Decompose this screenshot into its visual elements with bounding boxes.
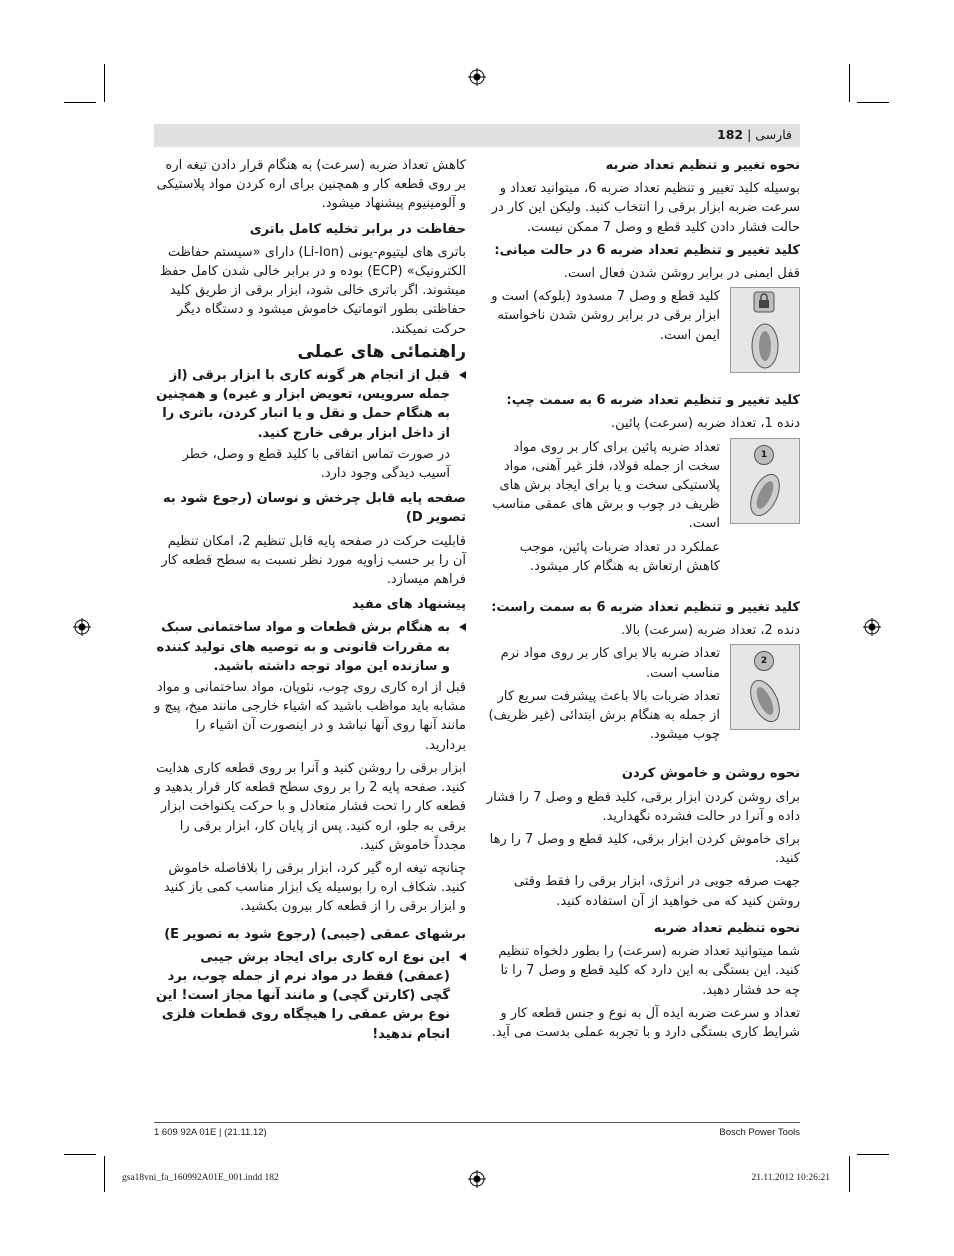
registration-mark-icon <box>468 68 486 86</box>
crop-mark <box>849 64 850 102</box>
bullet-text: قبل از انجام هر گونه کاری با ابزار برقی (از جمله سرویس، تعویض ابزار و غیره) و همچنین به هنگام حمل و نقل و یا انبار کردن، باتری را از داخل ابزار برقی خارج کنید. <box>156 368 450 441</box>
figure-text <box>486 644 720 748</box>
speed-badge: 1 <box>754 445 774 465</box>
paragraph: تعداد و سرعت ضربه ایده آل به نوع و جنس قطعه کار و شرایط کاری بستگی دارد و با تجربه عملی بدست می آید. <box>491 1005 800 1040</box>
figure-row <box>486 438 800 580</box>
slug-filename: gsa18vni_fa_160992A01E_001.indd 182 <box>122 1173 279 1183</box>
paragraph: تعداد ضربه پائین برای کار بر روی مواد سخت از جمله فولاد، فلز غیر آهنی، مواد پلاستیکی سخت و یا برای ایجاد برش های ظریف در چوب و برش های عمقی مناسب است. <box>492 439 720 532</box>
warning-bullet <box>154 948 466 1044</box>
crop-mark <box>64 102 96 103</box>
footer-doc-number: 1 609 92A 01E | (21.11.12) <box>154 1127 267 1138</box>
page-header <box>154 124 800 147</box>
speed-badge: 2 <box>754 651 774 671</box>
paragraph: قبل از اره کاری روی چوب، نئوپان، مواد ساختمانی و مواد مشابه باید مواظب باشید که اشیاء خارجی مانند میخ، پیچ و مانند آنها روی آنها نباشد و در اینصورت آن اشیاء را بردارید. <box>154 680 466 753</box>
registration-mark-icon <box>73 618 91 636</box>
paragraph: کاهش تعداد ضربه (سرعت) به هنگام قرار دادن تیغه اره بر روی قطعه کار و همچنین برای اره کردن مواد پلاستیکی و آلومینیوم پیشنهاد میشود. <box>156 158 466 212</box>
paragraph: تعداد ضربه بالا برای کار بر روی مواد نرم مناسب است. <box>500 646 720 681</box>
warning-bullet <box>154 618 466 676</box>
paragraph: بوسیله کلید تغییر و تنظیم تعداد ضربه 6، میتوانید تعداد و سرعت ضربه ابزار برقی را انتخاب کنید. ولیکن این کار در حالت فشار دادن کلید قطع و وصل 7 ممکن نیست. <box>491 181 800 235</box>
crop-mark <box>104 1156 105 1192</box>
paragraph: تعداد ضربات بالا باعث پیشرفت سریع کار از جمله به هنگام برش ابتدائی (غیر ظریف) چوب میشود. <box>488 688 720 743</box>
section-title: حفاظت در برابر تخلیه کامل باتری <box>249 221 466 237</box>
lock-icon <box>731 288 799 372</box>
registration-mark-icon <box>468 1170 486 1188</box>
left-column <box>154 156 466 1046</box>
registration-mark-icon <box>863 618 881 636</box>
figure-row <box>486 287 800 373</box>
page-number: 182 <box>717 127 744 142</box>
speed-1-figure <box>730 438 800 524</box>
bullet-text: به هنگام برش قطعات و مواد ساختمانی سبک به مقررات قانونی و به توصیه های تولید کننده و سازنده این مواد توجه داشته باشید. <box>156 620 450 674</box>
bullet-arrow-icon <box>459 371 466 379</box>
paragraph: باتری های لیتیوم-یونی (Li-Ion) دارای «سیستم حفاظت الکترونیک» (ECP) بوده و در برابر خالی شدن کامل حفظ میشوند. اگر باتری خالی شود، ابزار برقی از طریق کلید حفاظتی بطور اتوماتیک خاموش میشود و دستگاه دیگر حرکت نمیکند. <box>159 244 466 337</box>
bullet-arrow-icon <box>459 623 466 631</box>
warning-bullet <box>154 366 466 443</box>
paragraph: ابزار برقی را روشن کنید و آنرا بر روی قطعه کاری هدایت کنید. صفحه پایه 2 را بر روی سطح قطعه کار قرار بدهید و قطعه کار را تحت فشار متعادل و با حرکت یکنواخت ابزار برقی به جلو، اره کنید. پس از پایان کار، ابزار برقی را مجدداً خاموش کنید. <box>154 760 466 853</box>
speed-2-figure <box>730 644 800 730</box>
section-title: کلید تغییر و تنظیم تعداد ضربه 6 در حالت میانی: <box>494 242 800 258</box>
crop-mark <box>64 1154 96 1155</box>
paragraph: دنده 2، تعداد ضربه (سرعت) بالا. <box>621 623 800 639</box>
paragraph: عملکرد در تعداد ضربات پائین، موجب کاهش ارتعاش به هنگام کار میشود. <box>519 539 720 574</box>
bullet-arrow-icon <box>459 953 466 961</box>
paragraph: قابلیت حرکت در صفحه پایه قابل تنظیم 2، امکان تنظیم آن را بر حسب زاویه مورد نظر نسبت به سطح قطعه کار فراهم میسازد. <box>161 533 466 588</box>
paragraph: قفل ایمنی در برابر روشن شدن فعال است. <box>563 266 800 282</box>
section-title: کلید تغییر و تنظیم تعداد ضربه 6 به سمت چپ: <box>506 393 800 409</box>
footer-brand: Bosch Power Tools <box>719 1127 800 1138</box>
section-title: کلید تغییر و تنظیم تعداد ضربه 6 به سمت راست: <box>491 600 800 616</box>
paragraph: شما میتوانید تعداد ضربه (سرعت) را بطور دلخواه تنظیم کنید. این بستگی به این دارد که کلید قطع و وصل 7 را تا چه حد فشار دهید. <box>498 944 800 998</box>
section-title: نحوه روشن و خاموش کردن <box>621 766 800 782</box>
section-title: پیشنهاد های مفید <box>352 597 466 613</box>
right-column <box>486 156 800 1046</box>
crop-mark <box>849 1156 850 1192</box>
header-separator: | <box>747 127 752 142</box>
figure-text <box>486 438 720 580</box>
lock-switch-figure <box>730 287 800 373</box>
section-title: نحوه تغییر و تنظیم تعداد ضربه <box>605 158 800 173</box>
paragraph: جهت صرفه جویی در انرژی، ابزار برقی را فقط وقتی روشن کنید که می خواهید از آن استفاده کنید. <box>513 874 800 909</box>
paragraph: در صورت تماس اتفاقی با کلید قطع و وصل، خطر آسیب دیدگی وجود دارد. <box>182 446 450 482</box>
paragraph: برای روشن کردن ابزار برقی، کلید قطع و وصل 7 را فشار داده و آنرا در حالت فشرده نگهدارید. <box>486 789 800 824</box>
footer-rule <box>154 1122 800 1123</box>
section-heading: راهنمائی های عملی <box>297 341 466 362</box>
crop-mark <box>104 64 105 102</box>
section-title: نحوه تنظیم تعداد ضربه <box>653 920 800 936</box>
figure-text <box>486 287 720 349</box>
paragraph: برای خاموش کردن ابزار برقی، کلید قطع و وصل 7 را رها کنید. <box>489 832 800 867</box>
paragraph: چنانچه تیغه اره گیر کرد، ابزار برقی را بلافاصله خاموش کنید. شکاف اره را بوسیله یک ابزار مناسب کمی باز کنید و ابزار برقی را از قطعه کار بیرون بکشید. <box>163 860 466 915</box>
section-title: برشهای عمقی (جیبی) (رجوع شود به تصویر E) <box>164 926 466 942</box>
slug-datetime: 21.11.2012 10:26:21 <box>751 1173 830 1183</box>
crop-mark <box>857 102 889 103</box>
crop-mark <box>857 1154 889 1155</box>
paragraph: دنده 1، تعداد ضربه (سرعت) پائین. <box>611 416 800 432</box>
bullet-text: این نوع اره کاری برای ایجاد برش جیبی (عمقی) فقط در مواد نرم از جمله چوب، برد گچی (کارتن گچی) و مانند آنها مجاز است! این نوع برش عمقی را هیچگاه روی قطعات فلزی انجام ندهید! <box>155 949 450 1042</box>
paragraph: کلید قطع و وصل 7 مسدود (بلوکه) است و ابزار برقی در برابر روشن شدن ناخواسته ایمن است. <box>491 289 720 343</box>
header-language: فارسی <box>755 127 792 142</box>
figure-row <box>486 644 800 748</box>
header-text <box>717 127 800 142</box>
section-title: صفحه پایه قابل چرخش و نوسان (رجوع شود به تصویر D) <box>162 491 466 526</box>
